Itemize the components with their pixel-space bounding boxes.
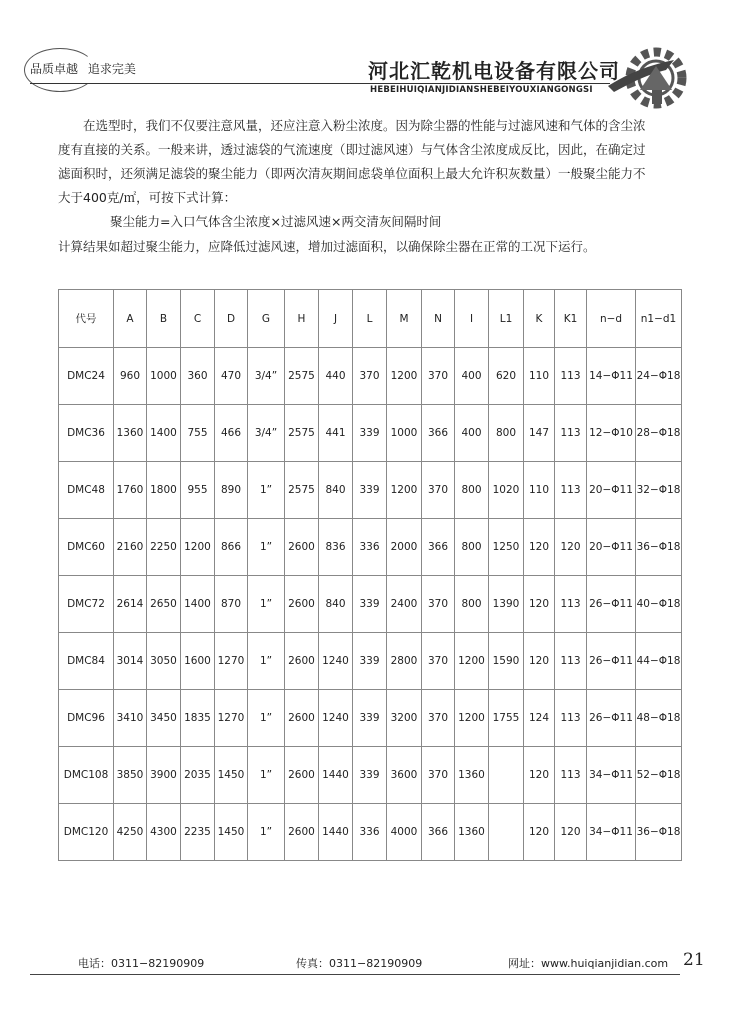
table-cell: 1”	[248, 747, 285, 804]
footer-rule	[30, 974, 680, 975]
page-number: 21	[683, 950, 705, 970]
table-cell: DMC36	[59, 405, 114, 462]
table-cell: 4300	[147, 804, 181, 861]
table-cell: 1760	[114, 462, 147, 519]
table-header-cell: K1	[555, 290, 587, 348]
table-row	[59, 519, 682, 576]
table-header-cell: n1−d1	[636, 290, 682, 348]
table-cell: 339	[353, 690, 387, 747]
table-cell: 120	[524, 519, 555, 576]
table-cell: 2575	[285, 348, 319, 405]
table-cell: 26−Φ11	[587, 633, 636, 690]
table-cell: 339	[353, 576, 387, 633]
table-cell: 36−Φ18	[636, 804, 682, 861]
table-cell: 40−Φ18	[636, 576, 682, 633]
table-cell: 400	[455, 405, 489, 462]
table-cell: 370	[422, 348, 455, 405]
table-cell: 124	[524, 690, 555, 747]
table-cell: 1755	[489, 690, 524, 747]
paragraph-line: 滤面积时，还须满足滤袋的聚尘能力（即两次清灰期间虑袋单位面积上最大允许积灰数量）一般聚尘能力不	[58, 166, 646, 181]
table-cell: 1”	[248, 519, 285, 576]
table-cell: 800	[455, 576, 489, 633]
table-cell: 1”	[248, 633, 285, 690]
table-cell: 1270	[215, 633, 248, 690]
table-row	[59, 747, 682, 804]
table-cell: 2235	[181, 804, 215, 861]
table-header-cell: n−d	[587, 290, 636, 348]
slogan	[30, 54, 158, 84]
table-cell: 20−Φ11	[587, 462, 636, 519]
table-cell: 840	[319, 462, 353, 519]
table-cell: 120	[555, 804, 587, 861]
table-cell: 26−Φ11	[587, 690, 636, 747]
table-cell: 2000	[387, 519, 422, 576]
table-cell: 120	[555, 519, 587, 576]
table-cell: 1590	[489, 633, 524, 690]
table-cell: 336	[353, 519, 387, 576]
table-cell: 2614	[114, 576, 147, 633]
table-cell: 113	[555, 633, 587, 690]
table-cell: 113	[555, 405, 587, 462]
table-cell: 1”	[248, 462, 285, 519]
table-cell: 110	[524, 348, 555, 405]
table-header-cell: K	[524, 290, 555, 348]
table-cell: 1360	[455, 804, 489, 861]
footer-phone: 电话：0311−82190909	[78, 957, 205, 970]
table-cell: 120	[524, 747, 555, 804]
table-row	[59, 804, 682, 861]
table-cell: 370	[422, 633, 455, 690]
formula: 聚尘能力=入口气体含尘浓度×过滤风速×两交清灰间隔时间	[110, 214, 442, 229]
table-header-cell: H	[285, 290, 319, 348]
table-cell: 1200	[181, 519, 215, 576]
table-cell: 1250	[489, 519, 524, 576]
table-cell: 370	[422, 747, 455, 804]
table-cell: 24−Φ18	[636, 348, 682, 405]
table-cell: 28−Φ18	[636, 405, 682, 462]
table-cell: 1390	[489, 576, 524, 633]
table-cell: 960	[114, 348, 147, 405]
table-cell: 1”	[248, 804, 285, 861]
table-cell: 370	[422, 576, 455, 633]
table-cell: 20−Φ11	[587, 519, 636, 576]
table-cell: 1000	[387, 405, 422, 462]
table-header-cell: M	[387, 290, 422, 348]
table-cell: 113	[555, 747, 587, 804]
table-cell: 2600	[285, 633, 319, 690]
table-cell: 14−Φ11	[587, 348, 636, 405]
table-header-cell: L	[353, 290, 387, 348]
table-cell: 1200	[387, 462, 422, 519]
table-cell: 44−Φ18	[636, 633, 682, 690]
table-cell: 2160	[114, 519, 147, 576]
table-cell: 620	[489, 348, 524, 405]
table-header-cell: I	[455, 290, 489, 348]
table-cell: 755	[181, 405, 215, 462]
table-row	[59, 462, 682, 519]
table-header-cell: B	[147, 290, 181, 348]
table-cell: 2035	[181, 747, 215, 804]
table-cell: 3/4”	[248, 405, 285, 462]
slogan-text-2: 追求完美	[87, 62, 136, 76]
table-header-cell: 代号	[59, 290, 114, 348]
table-cell: 470	[215, 348, 248, 405]
table-header-row	[59, 290, 682, 348]
table-cell: 336	[353, 804, 387, 861]
table-cell: 1360	[114, 405, 147, 462]
table-cell: DMC84	[59, 633, 114, 690]
table-cell: 4000	[387, 804, 422, 861]
table-cell: 800	[455, 462, 489, 519]
table-cell: DMC60	[59, 519, 114, 576]
table-cell: 800	[455, 519, 489, 576]
paragraph-line: 大于400克/㎡，可按下式计算：	[58, 190, 237, 205]
table-cell: 2600	[285, 576, 319, 633]
table-cell: 34−Φ11	[587, 804, 636, 861]
table-cell: 955	[181, 462, 215, 519]
table-cell: 1000	[147, 348, 181, 405]
table-cell: 2600	[285, 804, 319, 861]
paragraph-line: 在选型时，我们不仅要注意风量，还应注意入粉尘浓度。因为除尘器的性能与过滤风速和气体的含尘浓	[83, 118, 646, 133]
table-cell: 1600	[181, 633, 215, 690]
table-cell: 2400	[387, 576, 422, 633]
intro-paragraph	[58, 114, 698, 210]
table-cell: 1800	[147, 462, 181, 519]
table-cell: 120	[524, 633, 555, 690]
table-cell: 3600	[387, 747, 422, 804]
table-cell: 2650	[147, 576, 181, 633]
table-cell	[489, 804, 524, 861]
table-cell: DMC24	[59, 348, 114, 405]
table-cell: 52−Φ18	[636, 747, 682, 804]
table-cell: 2600	[285, 690, 319, 747]
result-paragraph: 计算结果如超过聚尘能力，应降低过滤风速，增加过滤面积，以确保除尘器在正常的工况下运行。	[58, 239, 596, 254]
table-header-cell: N	[422, 290, 455, 348]
table-row	[59, 405, 682, 462]
table-cell: 2575	[285, 405, 319, 462]
table-cell	[489, 747, 524, 804]
table-cell: 1440	[319, 804, 353, 861]
table-cell: 3200	[387, 690, 422, 747]
slogan-text-1: 品质卓越	[30, 62, 79, 76]
table-cell: 2800	[387, 633, 422, 690]
gear-logo-icon	[604, 36, 694, 116]
table-cell: 800	[489, 405, 524, 462]
table-cell: 400	[455, 348, 489, 405]
table-cell: DMC96	[59, 690, 114, 747]
table-header-cell: L1	[489, 290, 524, 348]
table-cell: 1450	[215, 747, 248, 804]
table-cell: 1200	[455, 690, 489, 747]
table-cell: 110	[524, 462, 555, 519]
table-cell: 1270	[215, 690, 248, 747]
paragraph-line: 度有直接的关系。一般来讲，透过滤袋的气流速度（即过滤风速）与气体含尘浓度成反比，因此，在确定过	[58, 142, 646, 157]
table-cell: 339	[353, 747, 387, 804]
table-cell: 113	[555, 462, 587, 519]
table-cell: 339	[353, 405, 387, 462]
table-cell: 339	[353, 462, 387, 519]
table-cell: 1200	[387, 348, 422, 405]
table-cell: 1835	[181, 690, 215, 747]
spec-table	[58, 289, 682, 861]
table-cell: 366	[422, 405, 455, 462]
table-cell: 366	[422, 519, 455, 576]
company-name: 河北汇乾机电设备有限公司	[368, 59, 620, 83]
table-cell: 3450	[147, 690, 181, 747]
table-cell: DMC48	[59, 462, 114, 519]
table-cell: 3900	[147, 747, 181, 804]
table-header-cell: C	[181, 290, 215, 348]
company-pinyin: HEBEIHUIQIANJIDIANSHEBEIYOUXIANGONGSI	[370, 85, 593, 95]
table-cell: 34−Φ11	[587, 747, 636, 804]
table-cell: 370	[353, 348, 387, 405]
table-cell: 36−Φ18	[636, 519, 682, 576]
table-cell: DMC108	[59, 747, 114, 804]
table-cell: 4250	[114, 804, 147, 861]
footer-website: 网址：www.huiqianjidian.com	[508, 957, 669, 970]
table-cell: 113	[555, 690, 587, 747]
table-cell: 441	[319, 405, 353, 462]
table-cell: 113	[555, 576, 587, 633]
table-cell: 1”	[248, 576, 285, 633]
table-cell: 1400	[181, 576, 215, 633]
table-cell: 366	[422, 804, 455, 861]
table-cell: 466	[215, 405, 248, 462]
table-cell: 2575	[285, 462, 319, 519]
table-cell: 3410	[114, 690, 147, 747]
table-cell: 840	[319, 576, 353, 633]
table-cell: DMC72	[59, 576, 114, 633]
table-cell: 3/4”	[248, 348, 285, 405]
table-header-cell: G	[248, 290, 285, 348]
table-cell: 1450	[215, 804, 248, 861]
table-cell: 120	[524, 576, 555, 633]
table-row	[59, 348, 682, 405]
table-cell: 2600	[285, 519, 319, 576]
table-cell: 836	[319, 519, 353, 576]
table-cell: DMC120	[59, 804, 114, 861]
table-cell: 48−Φ18	[636, 690, 682, 747]
table-row	[59, 576, 682, 633]
table-cell: 2600	[285, 747, 319, 804]
table-cell: 3850	[114, 747, 147, 804]
table-cell: 890	[215, 462, 248, 519]
table-cell: 32−Φ18	[636, 462, 682, 519]
table-cell: 360	[181, 348, 215, 405]
table-row	[59, 690, 682, 747]
table-cell: 1400	[147, 405, 181, 462]
table-cell: 1020	[489, 462, 524, 519]
table-cell: 3014	[114, 633, 147, 690]
footer-fax: 传真：0311−82190909	[296, 957, 423, 970]
table-cell: 370	[422, 690, 455, 747]
table-cell: 1440	[319, 747, 353, 804]
table-cell: 1”	[248, 690, 285, 747]
table-cell: 2250	[147, 519, 181, 576]
table-cell: 1360	[455, 747, 489, 804]
table-cell: 866	[215, 519, 248, 576]
table-cell: 26−Φ11	[587, 576, 636, 633]
table-cell: 147	[524, 405, 555, 462]
table-cell: 1240	[319, 633, 353, 690]
table-cell: 440	[319, 348, 353, 405]
table-cell: 1240	[319, 690, 353, 747]
table-header-cell: J	[319, 290, 353, 348]
table-cell: 370	[422, 462, 455, 519]
table-cell: 870	[215, 576, 248, 633]
table-cell: 339	[353, 633, 387, 690]
table-header-cell: A	[114, 290, 147, 348]
table-cell: 113	[555, 348, 587, 405]
table-cell: 1200	[455, 633, 489, 690]
table-header-cell: D	[215, 290, 248, 348]
table-cell: 12−Φ10	[587, 405, 636, 462]
table-cell: 3050	[147, 633, 181, 690]
table-cell: 120	[524, 804, 555, 861]
table-row	[59, 633, 682, 690]
